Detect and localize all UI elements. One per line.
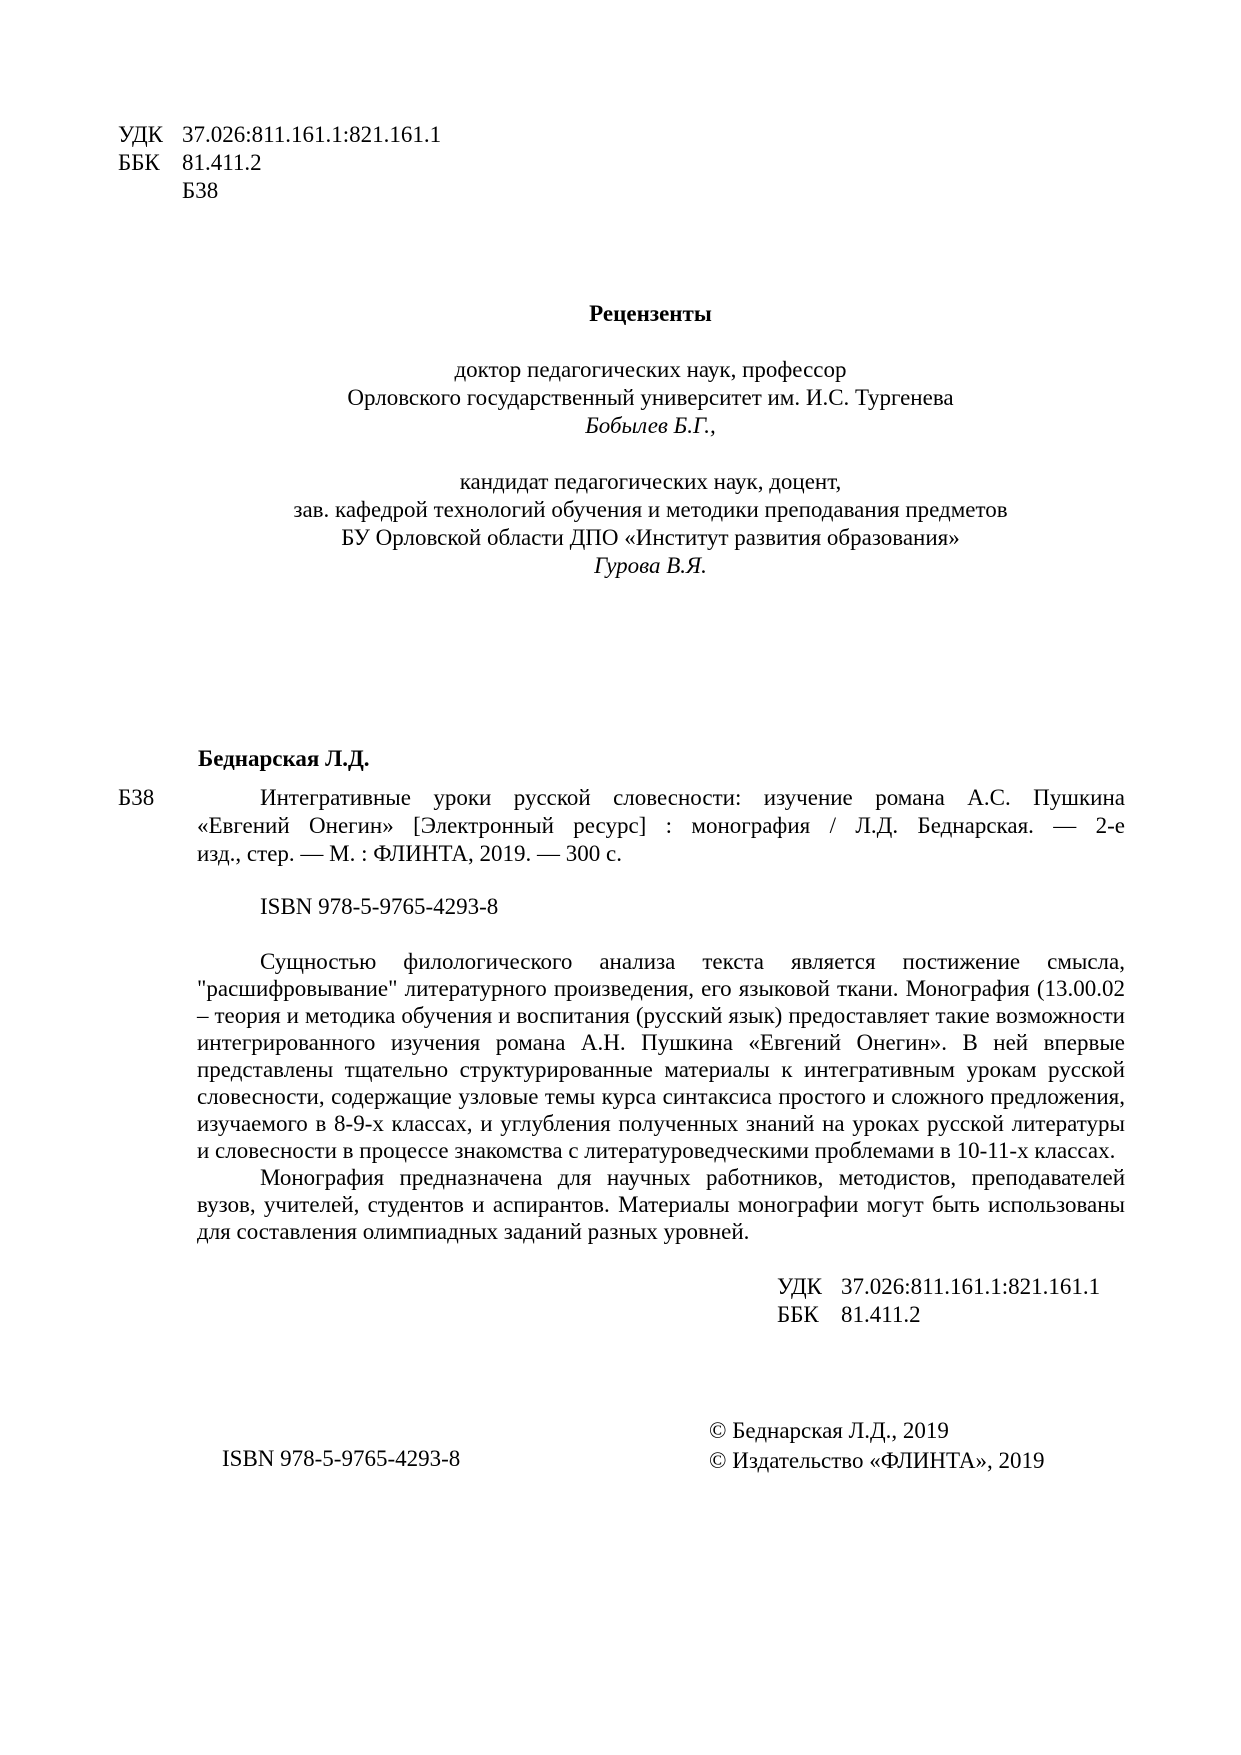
abstract-line: словесности, содержащие узловые темы курса синтаксиса простого и сложного предложения,	[197, 1084, 1125, 1109]
bib-line-2: «Евгений Онегин» [Электронный ресурс] : монография / Л.Д. Беднарская. — 2-е	[197, 813, 1125, 838]
bib-author-sign: Б38	[118, 785, 155, 810]
bbk-label: ББК	[777, 1302, 819, 1327]
author-sign: Б38	[182, 178, 219, 203]
copyright-author: © Беднарская Л.Д., 2019	[709, 1418, 949, 1443]
classification-codes-bottom	[777, 1273, 1100, 1329]
copyright-publisher: © Издательство «ФЛИНТА», 2019	[709, 1448, 1045, 1473]
bib-author: Беднарская Л.Д.	[198, 746, 370, 771]
bib-line-1: Интегративные уроки русской словесности: изучение романа А.С. Пушкина	[260, 785, 1125, 810]
abstract-line: вузов, учителей, студентов и аспирантов. Материалы монографии могут быть использованы	[197, 1192, 1125, 1217]
bib-description	[197, 784, 1125, 868]
udk-row	[118, 121, 441, 149]
bbk-row	[777, 1301, 1100, 1329]
abstract-line: и словесности в процессе знакомства с литературоведческими проблемами в 10-11-х классах.	[197, 1138, 1116, 1163]
footer-isbn: ISBN 978-5-9765-4293-8	[222, 1446, 461, 1471]
bbk-label: ББК	[118, 150, 160, 175]
bbk-value: 81.411.2	[182, 150, 262, 175]
reviewer-1	[0, 356, 1241, 440]
abstract-line: изучаемого в 8-9-х классах, и углубления полученных знаний на уроках русской литературы	[197, 1111, 1125, 1136]
bib-isbn: ISBN 978-5-9765-4293-8	[260, 894, 499, 919]
abstract-line: для составления олимпиадных заданий разных уровней.	[197, 1219, 750, 1244]
author-sign-row	[118, 177, 441, 205]
bbk-value: 81.411.2	[841, 1302, 921, 1327]
abstract-line: представлены тщательно структурированные материалы к интегративным урокам русской	[197, 1057, 1125, 1082]
bbk-row	[118, 149, 441, 177]
reviewer-2-affiliation: БУ Орловской области ДПО «Институт развития образования»	[341, 525, 960, 550]
abstract-line: – теория и методика обучения и воспитания (русский язык) предоставляет такие возможности	[197, 1003, 1125, 1028]
udk-row	[777, 1273, 1100, 1301]
reviewer-2-position: зав. кафедрой технологий обучения и методики преподавания предметов	[293, 497, 1008, 522]
udk-value: 37.026:811.161.1:821.161.1	[182, 122, 442, 147]
reviewer-2-degree: кандидат педагогических наук, доцент,	[459, 469, 842, 494]
reviewer-1-degree: доктор педагогических наук, профессор	[454, 357, 847, 382]
copyright-block	[709, 1417, 1045, 1477]
reviewers-heading: Рецензенты	[589, 301, 712, 326]
abstract	[197, 948, 1125, 1245]
reviewer-2-name: Гурова В.Я.	[594, 553, 707, 578]
reviewer-1-affiliation: Орловского государственный университет им. И.С. Тургенева	[347, 385, 954, 410]
reviewer-1-name: Бобылев Б.Г.,	[585, 413, 716, 438]
bib-line-3: изд., стер. — М. : ФЛИНТА, 2019. — 300 с.	[197, 841, 622, 866]
udk-label: УДК	[777, 1274, 822, 1299]
abstract-line: "расшифровывание" литературного произведения, его языковой ткани. Монография (13.00.02	[197, 976, 1125, 1001]
classification-codes-top	[118, 121, 441, 205]
abstract-line: Монография предназначена для научных работников, методистов, преподавателей	[260, 1165, 1125, 1190]
reviewer-2	[0, 468, 1241, 580]
udk-label: УДК	[118, 122, 163, 147]
udk-value: 37.026:811.161.1:821.161.1	[841, 1274, 1101, 1299]
abstract-line: Сущностью филологического анализа текста является постижение смысла,	[260, 949, 1125, 974]
abstract-line: интегрированного изучения романа А.Н. Пушкина «Евгений Онегин». В ней впервые	[197, 1030, 1125, 1055]
